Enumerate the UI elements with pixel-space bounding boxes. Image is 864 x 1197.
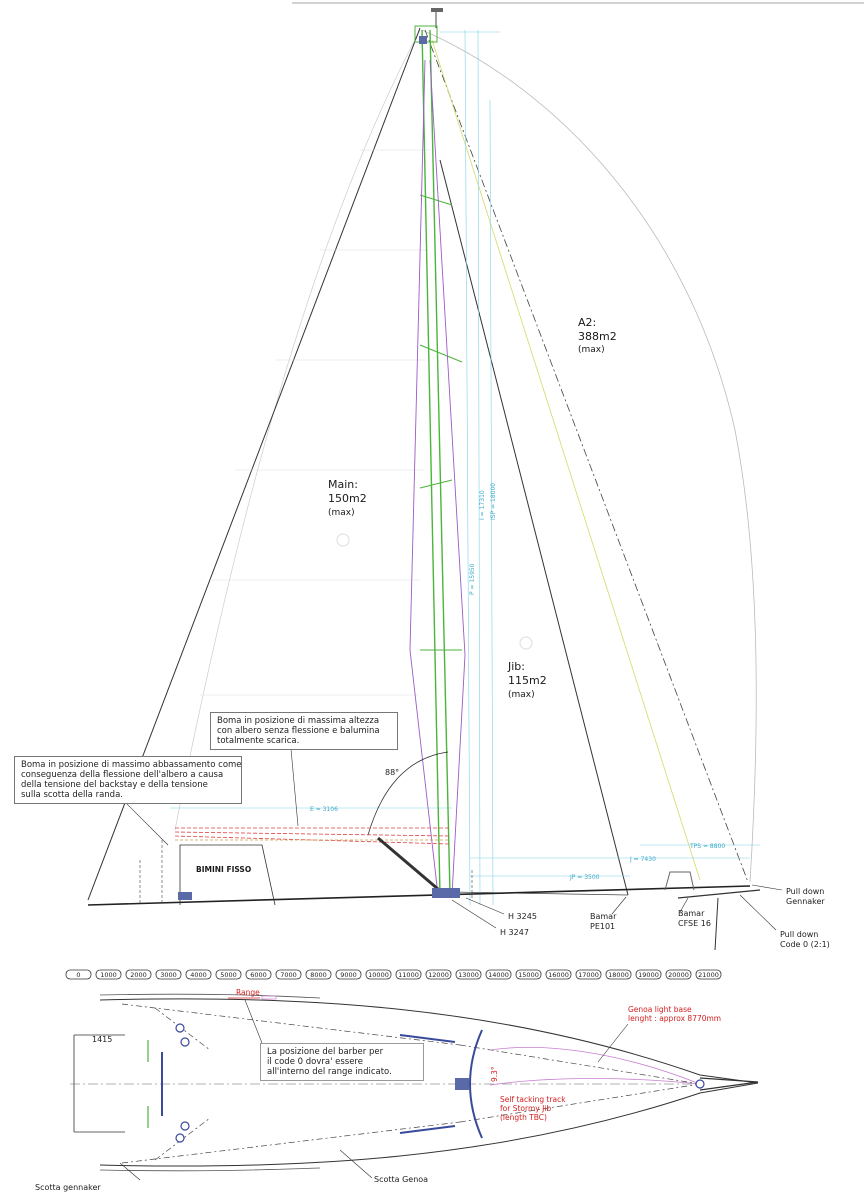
ruler-label: 21000	[698, 971, 719, 979]
main-note: (max)	[328, 508, 355, 518]
toerail-bottom	[100, 1168, 320, 1171]
elevation-view	[88, 8, 830, 950]
pull-gennaker-line1: Pull down	[786, 887, 825, 896]
ruler-label: 10000	[368, 971, 389, 979]
ruler-label: 2000	[130, 971, 147, 979]
angle-label: 88°	[385, 768, 400, 777]
dim-1415-label: 1415	[92, 1035, 113, 1044]
dim-line-i	[478, 30, 480, 905]
leader-pull-gennaker	[752, 885, 782, 890]
ruler-label: 5000	[220, 971, 237, 979]
note-barber-line3: all'interno del range indicato.	[267, 1067, 392, 1077]
ruler-label: 17000	[578, 971, 599, 979]
dim-isp-label: ISP = 18000	[490, 482, 497, 520]
scale-ruler	[66, 970, 721, 979]
note-boom-low-line3: della tensione del backstay e della tensione	[21, 780, 208, 790]
mast-front	[422, 30, 440, 895]
winches	[176, 1024, 704, 1142]
ruler-label: 12000	[428, 971, 449, 979]
a2-sail-outline	[422, 30, 756, 882]
scotta-gennaker-label: Scotta gennaker	[35, 1183, 101, 1192]
dim-p-label: P = 15950	[469, 563, 476, 595]
mast-back	[430, 30, 450, 895]
forestay-line	[425, 30, 748, 882]
bamar2-line1: Bamar	[678, 909, 705, 918]
leader-barber	[245, 1000, 262, 1043]
note-boom-high	[210, 712, 398, 750]
jib-name: Jib:	[508, 660, 525, 673]
ruler-label: 18000	[608, 971, 629, 979]
ruler-label: 0	[76, 971, 81, 979]
leader-pull-code0	[740, 895, 776, 930]
masthead-wind-instrument	[431, 8, 443, 12]
bamar1-line2: PE101	[590, 922, 616, 931]
winch-icon	[178, 892, 192, 900]
self-tacking-line1: Self tacking track	[500, 1095, 566, 1104]
dim-e-label: E = 3106	[310, 806, 338, 813]
ruler-label: 14000	[488, 971, 509, 979]
bimini-label: BIMINI FISSO	[196, 865, 252, 874]
ruler-label: 3000	[160, 971, 177, 979]
angle-arc	[368, 752, 448, 835]
genoa-track-stbd	[400, 1126, 455, 1133]
self-tacking-line2: for Stormy Jib	[500, 1104, 552, 1113]
deck-plan-view	[35, 988, 758, 1192]
jib-leech-line	[440, 160, 628, 895]
pull-gennaker-line2: Gennaker	[786, 897, 825, 906]
sheet-lines	[122, 1004, 700, 1163]
note-barber	[260, 1043, 424, 1081]
self-tacking-line3: (length TBC)	[500, 1113, 547, 1122]
toerail-top	[100, 994, 320, 998]
note-barber-line2: il code 0 dovra' essere	[267, 1057, 363, 1067]
ruler-label: 8000	[310, 971, 327, 979]
genoa-base-line2: lenght : approx 8770mm	[628, 1014, 722, 1023]
main-battens	[200, 150, 430, 695]
note-boom-low	[14, 756, 242, 804]
bimini-frame	[180, 845, 275, 905]
bamar1-line1: Bamar	[590, 912, 617, 921]
hull-outline-bottom	[100, 1083, 758, 1166]
note-boom-high-line2: con albero senza flessione e balumina	[217, 726, 380, 736]
genoa-base-line1: Genoa light base	[628, 1005, 692, 1014]
a2-area: 388m2	[578, 330, 617, 343]
angle-93-label: 9.3°	[490, 1066, 499, 1082]
pull-code0-line2: Code 0 (2:1)	[780, 940, 830, 949]
bamar2-line2: CFSE 16	[678, 919, 711, 928]
leader-boom-low	[120, 797, 168, 845]
stem-line	[715, 898, 718, 950]
note-boom-high-line3: totalmente scarica.	[217, 736, 300, 746]
leader-genoa-base	[598, 1024, 628, 1062]
h3245-label: H 3245	[508, 912, 537, 921]
ruler-label: 20000	[668, 971, 689, 979]
dim-line-p	[465, 30, 470, 905]
dim-tps-label: TPS = 8800	[690, 843, 726, 850]
dim-jp-label: JP = 3500	[570, 874, 600, 881]
ruler-label: 13000	[458, 971, 479, 979]
main-name: Main:	[328, 478, 358, 491]
leader-h3245	[466, 898, 504, 914]
note-barber-line1: La posizione del barber per	[267, 1047, 384, 1057]
scotta-genoa-label: Scotta Genoa	[374, 1175, 429, 1184]
ruler-label: 4000	[190, 971, 207, 979]
note-boom-low-line2: conseguenza della flessione dell'albero a causa	[21, 770, 224, 780]
note-boom-low-line1: Boma in posizione di massimo abbassamento come	[21, 760, 242, 770]
ruler-label: 1000	[100, 971, 117, 979]
masthead-block	[419, 36, 427, 44]
jib-note: (max)	[508, 690, 535, 700]
a2-name: A2:	[578, 316, 597, 329]
leader-h3247	[452, 900, 496, 928]
pull-code0-line1: Pull down	[780, 930, 819, 939]
ruler-label: 16000	[548, 971, 569, 979]
mast-step	[432, 888, 460, 898]
note-boom-low-line4: sulla scotta della randa.	[21, 790, 123, 800]
range-label: Range	[236, 988, 260, 997]
genoa-track-port	[400, 1035, 455, 1042]
main-area: 150m2	[328, 492, 367, 505]
ruler-label: 15000	[518, 971, 539, 979]
jib-centroid-icon	[520, 637, 532, 649]
ruler-label: 11000	[398, 971, 419, 979]
ruler-label: 19000	[638, 971, 659, 979]
dim-i-label: I = 17310	[479, 490, 486, 520]
note-boom-high-line1: Boma in posizione di massima altezza	[217, 716, 380, 726]
ruler-label: 6000	[250, 971, 267, 979]
a2-note: (max)	[578, 345, 605, 355]
h3247-label: H 3247	[500, 928, 529, 937]
code0-luff-line	[432, 40, 700, 880]
dim-j-label: J = 7430	[630, 856, 656, 863]
boom-positions	[175, 828, 450, 844]
leader-boom-high	[290, 738, 298, 826]
ruler-label: 9000	[340, 971, 357, 979]
leader-scotta-genoa	[340, 1150, 372, 1178]
mast-plan	[455, 1078, 469, 1090]
jib-area: 115m2	[508, 674, 547, 687]
bowsprit	[678, 890, 760, 898]
main-centroid-icon	[337, 534, 349, 546]
ruler-label: 7000	[280, 971, 297, 979]
